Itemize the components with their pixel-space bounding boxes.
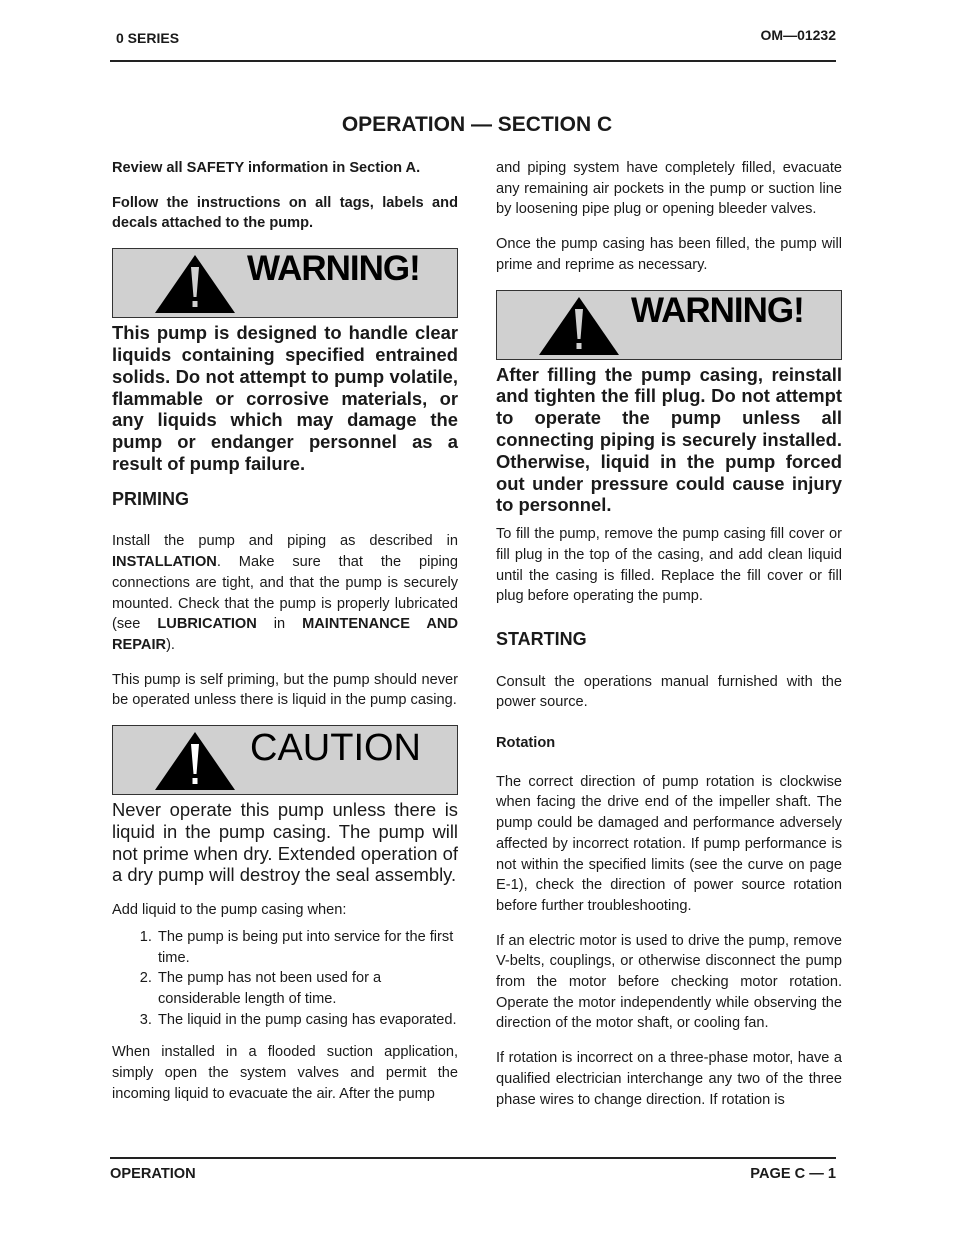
- page-number: PAGE C — 1: [750, 1166, 836, 1182]
- document-number: OM—01232: [760, 27, 836, 43]
- fill-paragraph: To fill the pump, remove the pump casing fill cover or fill plug in the top of the casing, and add clean liquid until the casing is filled. Replace the fill cover or fill plug before operating the pump.: [496, 526, 842, 605]
- page-footer: [110, 1157, 836, 1189]
- warning-banner: [112, 248, 458, 318]
- caution-text: Never operate this pump unless there is liquid in the pump casing. The pump will not prime when dry. Extended operation of a dry pump will destroy the seal assembly.: [112, 799, 458, 886]
- caution-banner: [112, 725, 458, 795]
- installation-ref: INSTALLATION: [112, 554, 217, 571]
- add-liquid-list: [112, 927, 458, 1031]
- text-run: Install the pump and piping as described in: [112, 533, 458, 550]
- flooded-suction-paragraph: When installed in a flooded suction application, simply open the system valves and permit the incoming liquid to evacuate the air. After the pump: [112, 1044, 458, 1102]
- starting-heading: STARTING: [496, 628, 587, 649]
- right-column: [496, 158, 842, 1124]
- prime-paragraph: Once the pump casing has been filled, the pump will prime and reprime as necessary.: [496, 236, 842, 273]
- left-column: [112, 158, 458, 1119]
- maintenance-ref: MAINTENANCE AND REPAIR: [112, 616, 458, 653]
- self-priming-paragraph: This pump is self priming, but the pump should never be operated unless there is liquid in the pump casing.: [112, 671, 458, 709]
- three-phase-paragraph: If rotation is incorrect on a three-phase motor, have a qualified electrician interchange any two of the three phase wires to change direction. If rotation is: [496, 1050, 842, 1108]
- warning-label: WARNING!: [631, 290, 804, 330]
- continuation-paragraph: and piping system have completely filled, evacuate any remaining air pockets in the pump or suction line by loosening pipe plug or opening bleeder valves.: [496, 160, 842, 218]
- tags-note: Follow the instructions on all tags, labels and decals attached to the pump.: [112, 194, 458, 232]
- starting-paragraph: Consult the operations manual furnished with the power source.: [496, 673, 842, 711]
- list-item: 2. The pump has not been used for a considerable length of time.: [156, 968, 458, 1009]
- motor-paragraph: If an electric motor is used to drive the pump, remove V-belts, couplings, or otherwise disconnect the pump from the motor before checking motor rotation. Operate the motor independently while observing the direction of the motor shaft, or cooling fan.: [496, 932, 842, 1032]
- lubrication-ref: LUBRICATION: [157, 616, 257, 633]
- text-run: in: [256, 616, 303, 633]
- safety-note: Review all SAFETY information in Section A.: [112, 160, 421, 176]
- caution-label: CAUTION: [250, 727, 421, 770]
- page-header: [110, 26, 836, 62]
- list-item: 3. The liquid in the pump casing has evaporated.: [156, 1010, 458, 1031]
- warning-text: After filling the pump casing, reinstall and tighten the fill plug. Do not attempt to operate the pump unless all connecting piping is securely installed. Otherwise, liquid in the pump forced out under pressure could cause injury to personnel.: [496, 363, 842, 516]
- warning-label: WARNING!: [247, 249, 420, 289]
- list-item: 1. The pump is being put into service for the first time.: [156, 927, 458, 968]
- priming-paragraph: [112, 531, 458, 655]
- priming-heading: PRIMING: [112, 488, 190, 509]
- warning-text: This pump is designed to handle clear liquids containing specified entrained solids. Do not attempt to pump volatile, flammable or corrosive materials, or any liquids which may damage the pump or endanger personnel as a result of pump failure.: [112, 322, 458, 474]
- add-liquid-intro: Add liquid to the pump casing when:: [112, 902, 347, 919]
- warning-triangle-icon: [537, 295, 621, 357]
- rotation-heading: Rotation: [496, 735, 556, 752]
- caution-triangle-icon: [153, 730, 237, 792]
- section-label: OPERATION: [110, 1166, 196, 1182]
- rotation-paragraph: The correct direction of pump rotation is clockwise when facing the drive end of the impeller shaft. The pump could be damaged and performance adversely affected by incorrect rotation. If pump performance is not within the specified limits (see the curve on page E-1), check the direction of power source rotation before further troubleshooting.: [496, 773, 842, 914]
- text-run: ).: [166, 636, 175, 653]
- text-run: . Make sure that the piping connections are tight, and that the pump is securely mounted. Check that the pump is properly lubricated (see: [112, 554, 458, 633]
- series-label: 0 SERIES: [116, 30, 180, 46]
- warning-triangle-icon: [153, 253, 237, 315]
- warning-banner: [496, 290, 842, 360]
- page-title: OPERATION — SECTION C: [341, 113, 613, 136]
